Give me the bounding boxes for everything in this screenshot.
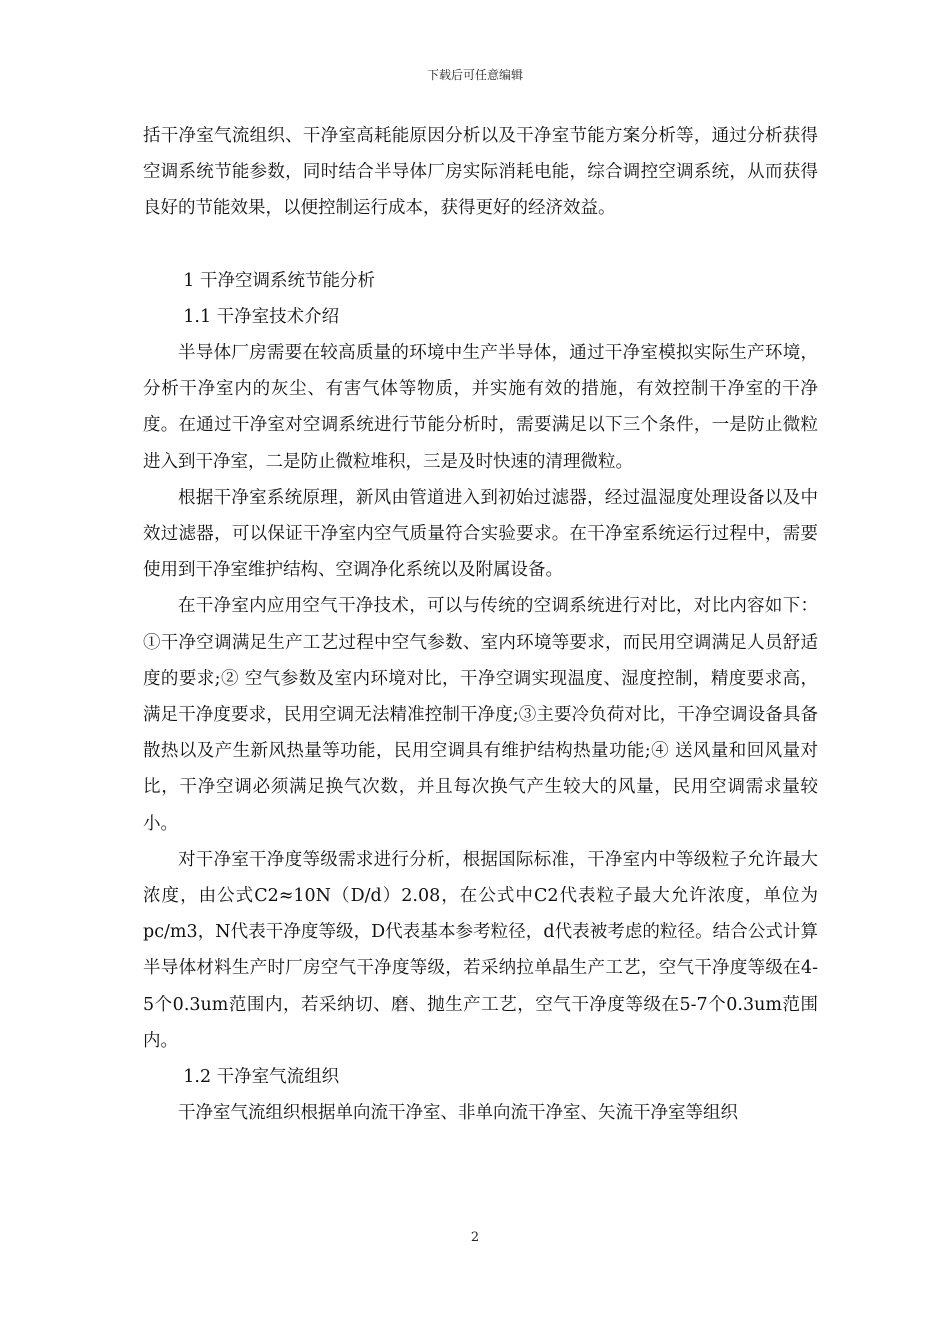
- paragraph: 根据干净室系统原理，新风由管道进入到初始过滤器，经过温湿度处理设备以及中效过滤器，可以保证干净室内空气质量符合实验要求。在干净室系统运行过程中，需要使用到干净室维护结构、空调净化系统以及附属设备。: [143, 487, 818, 581]
- header-text: 下载后可任意编辑: [426, 68, 523, 82]
- paragraph: 半导体厂房需要在较高质量的环境中生产半导体，通过干净室模拟实际生产环境，分析干净室内的灰尘、有害气体等物质，并实施有效的措施，有效控制干净室的干净度。在通过干净室对空调系统进行节能分析时，需要满足以下三个条件，一是防止微粒进入到干净室，二是防止微粒堆积，三是及时快速的清理微粒。: [143, 343, 818, 472]
- subsection-heading-1-2: 1.2 干净室气流组织: [183, 1067, 340, 1088]
- page-number: 2: [470, 1230, 480, 1245]
- page-header: [0, 66, 950, 83]
- paragraph-continued: 括干净室气流组织、干净室高耗能原因分析以及干净室节能方案分析等，通过分析获得空调系统节能参数，同时结合半导体厂房实际消耗电能，综合调控空调系统，从而获得良好的节能效果，以便控制运行成本，获得更好的经济效益。: [143, 126, 818, 219]
- paragraph: 干净室气流组织根据单向流干净室、非单向流干净室、矢流干净室等组织: [178, 1103, 738, 1124]
- section-heading-1: 1 干净空调系统节能分析: [183, 270, 375, 291]
- subsection-heading-1-1: 1.1 干净室技术介绍: [183, 306, 340, 327]
- paragraph: 对干净室干净度等级需求进行分析，根据国际标准，干净室内中等级粒子允许最大浓度，由公式C2≈10N（D/d）2.08，在公式中C2代表粒子最大允许浓度，单位为pc/m3，N代表干净度等级，D代表基本参考粒径，d代表被考虑的粒径。结合公式计算半导体材料生产时厂房空气干净度等级，若采纳拉单晶生产工艺，空气干净度等级在4-5个0.3um范围内，若采纳切、磨、抛生产工艺，空气干净度等级在5-7个0.3um范围内。: [143, 849, 818, 1051]
- page-footer: [0, 1230, 950, 1245]
- paragraph: 在干净室内应用空气干净技术，可以与传统的空调系统进行对比，对比内容如下：①干净空调满足生产工艺过程中空气参数、室内环境等要求，而民用空调满足人员舒适度的要求;② 空气参数及室内环境对比，干净空调实现温度、湿度控制，精度要求高，满足干净度要求，民用空调无法精准控制干净度;③主要冷负荷对比，干净空调设备具备散热以及产生新风热量等功能，民用空调具有维护结构热量功能;④ 送风量和回风量对比，干净空调必须满足换气次数，并且每次换气产生较大的风量，民用空调需求量较小。: [143, 596, 818, 834]
- document-body: [143, 118, 818, 1131]
- paragraph-gap: [143, 227, 818, 263]
